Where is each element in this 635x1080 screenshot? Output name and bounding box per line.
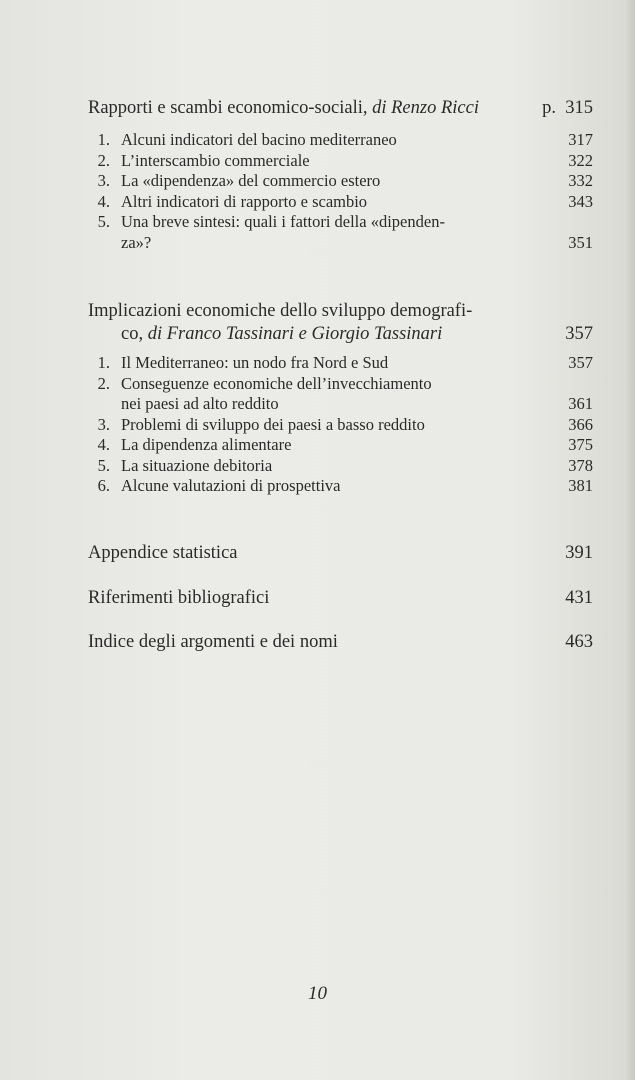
item-text: Alcune valutazioni di prospettiva [121, 476, 341, 495]
toc-entry-page: 357 [565, 324, 593, 344]
toc-entry-page: 463 [565, 632, 593, 652]
toc-entry-page [542, 98, 593, 119]
toc-entry-riferimenti [88, 588, 593, 609]
item-text: Altri indicatori di rapporto e scambio [121, 191, 368, 211]
item-page: 332 [568, 171, 593, 190]
item-text: La situazione debitoria [121, 455, 273, 475]
toc-entry-author: di Franco Tassinari e Giorgio Tassinari [147, 324, 443, 344]
item-text-continued: nei paesi ad alto reddito [121, 394, 279, 413]
toc-entry-title-continued [88, 324, 593, 345]
toc-entry-title-row [88, 588, 593, 609]
toc-subsection-item [88, 353, 593, 374]
item-page: 375 [568, 435, 593, 454]
item-page: 317 [568, 130, 593, 149]
toc-entry-title: Appendice statistica [88, 543, 238, 563]
item-page: 351 [568, 232, 593, 252]
item-page: 366 [568, 414, 593, 434]
toc-entry-title: Indice degli argomenti e dei nomi [88, 632, 338, 652]
item-number: 4. [97, 435, 110, 454]
item-text: Una breve sintesi: quali i fattori della «dipenden- [121, 212, 445, 231]
toc-subsection-list [88, 130, 593, 253]
item-number: 6. [97, 476, 110, 495]
toc-subsection-item [88, 374, 593, 395]
page-prefix: p. [542, 98, 556, 118]
item-text-continued: za»? [121, 232, 152, 252]
item-text: Problemi di sviluppo dei paesi a basso reddito [121, 414, 425, 434]
item-page: 378 [568, 455, 593, 475]
item-number: 3. [97, 414, 110, 434]
item-number: 2. [97, 150, 110, 170]
item-number: 2. [97, 373, 110, 393]
item-text: La «dipendenza» del commercio estero [121, 171, 381, 190]
toc-subsection-item [88, 435, 593, 456]
toc-subsection-item [88, 151, 593, 172]
toc-subsection-item [88, 130, 593, 151]
item-number: 5. [97, 212, 110, 231]
toc-entry-appendice [88, 543, 593, 564]
toc-entry-author: di Renzo Ricci [372, 98, 479, 118]
item-text: Conseguenze economiche dell’invecchiamento [121, 373, 432, 393]
toc-entry-title: Implicazioni economiche dello sviluppo demografi- [88, 301, 473, 321]
toc-entry-title: Rapporti e scambi economico-sociali, di Renzo Ricci p. 315 [88, 98, 593, 118]
toc-subsection-item-continued [88, 233, 593, 254]
item-number: 1. [97, 353, 110, 372]
toc-entry-indice [88, 632, 593, 653]
item-text: L’interscambio commerciale [121, 150, 310, 170]
item-text: Alcuni indicatori del bacino mediterraneo [121, 130, 397, 149]
item-page: 381 [568, 476, 593, 495]
toc-entry-title-row [88, 632, 593, 653]
toc-entry-rapporti [88, 98, 593, 119]
page-edge-shadow [625, 0, 635, 1080]
toc-entry-implicazioni-line2 [88, 324, 593, 345]
item-page: 343 [568, 191, 593, 211]
item-number: 1. [97, 130, 110, 149]
toc-subsection-item [88, 171, 593, 192]
toc-entry-title-row [88, 543, 593, 564]
page-number: 315 [565, 98, 593, 118]
item-number: 4. [97, 191, 110, 211]
toc-subsection-item [88, 415, 593, 436]
toc-subsection-item [88, 476, 593, 497]
item-text: Il Mediterraneo: un nodo fra Nord e Sud [121, 353, 389, 372]
title-continued-text: co, [121, 324, 148, 344]
toc-entry-implicazioni [88, 301, 593, 322]
toc-subsection-item [88, 192, 593, 213]
item-text: La dipendenza alimentare [121, 435, 292, 454]
toc-entry-title: Riferimenti bibliografici [88, 588, 270, 608]
toc-entry-page: 431 [565, 588, 593, 608]
item-number: 5. [97, 455, 110, 475]
toc-entry-page: 391 [565, 543, 593, 563]
item-number: 3. [97, 171, 110, 190]
toc-subsection-item [88, 456, 593, 477]
item-page: 322 [568, 150, 593, 170]
page-number-footer: 10 [308, 983, 327, 1004]
item-page: 361 [568, 394, 593, 413]
toc-subsection-list [88, 353, 593, 497]
toc-subsection-item [88, 212, 593, 233]
item-page: 357 [568, 353, 593, 372]
toc-subsection-item-continued [88, 394, 593, 415]
